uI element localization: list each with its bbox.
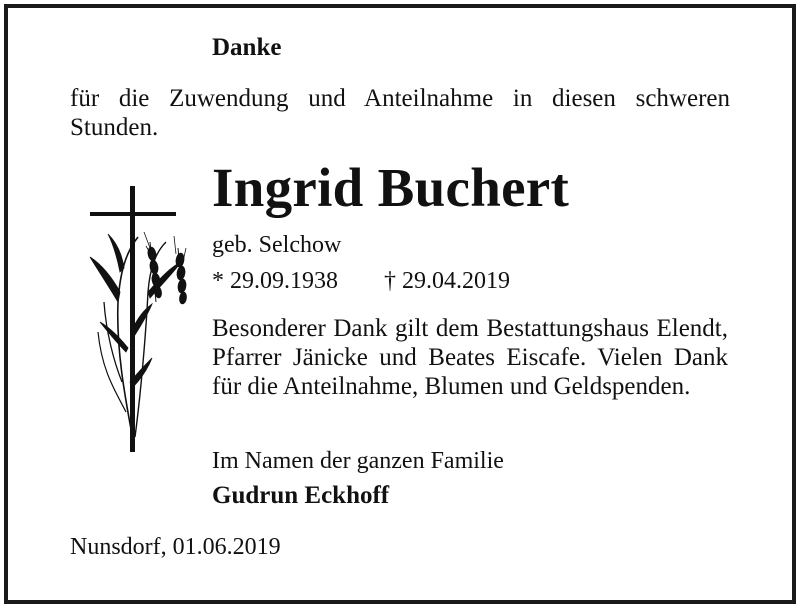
maiden-name: geb. Selchow bbox=[212, 232, 342, 258]
family-line: Im Namen der ganzen Familie bbox=[212, 448, 504, 474]
intro-text: für die Zuwendung und Anteilnahme in diesen schweren Stunden. bbox=[70, 85, 730, 141]
thanks-text: Besonderer Dank gilt dem Bestattungshaus Elendt, Pfarrer Jänicke und Beates Eiscafe. Vielen Dank für die Anteilnahme, Blumen und Geldspenden. bbox=[212, 315, 728, 400]
death-date: † 29.04.2019 bbox=[384, 268, 510, 294]
cross-with-wheat-icon bbox=[86, 182, 196, 457]
notice-heading: Danke bbox=[212, 34, 282, 61]
deceased-name: Ingrid Buchert bbox=[212, 157, 570, 218]
signer-name: Gudrun Eckhoff bbox=[212, 482, 390, 509]
life-dates bbox=[212, 268, 510, 295]
place-date: Nunsdorf, 01.06.2019 bbox=[70, 534, 281, 560]
birth-date: * 29.09.1938 bbox=[212, 268, 338, 294]
